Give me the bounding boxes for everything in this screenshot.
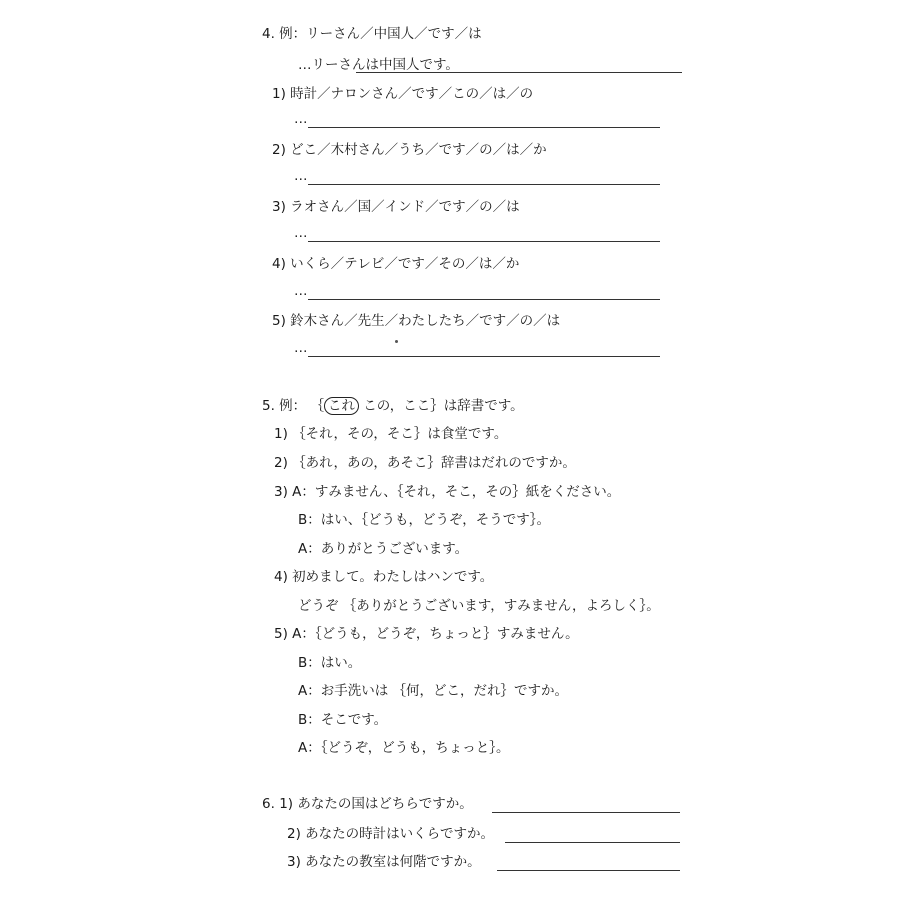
q5-line-4: B：はい、｛どうも，どうぞ，そうです｝。 [298,512,550,528]
q5-example-circled-answer: これ [324,397,359,415]
q4-answer-5-prefix: … [294,340,308,356]
q6-answer-2-field[interactable] [505,842,680,843]
q5-line-11: B：そこです。 [298,712,388,728]
q4-answer-3-prefix: … [294,225,308,241]
q4-answer-3-field[interactable] [308,241,660,242]
q4-answer-1-prefix: … [294,111,308,127]
q6-item-2: 2) あなたの時計はいくらですか。 [287,826,495,842]
q4-example-answer: …リーさんは中国人です。 [298,57,459,73]
q4-answer-2-field[interactable] [308,184,660,185]
q4-answer-2-prefix: … [294,168,308,184]
q4-item-5: 5) 鈴木さん／先生／わたしたち／です／の／は [272,313,561,329]
q5-line-8: 5) A：｛どうも，どうぞ，ちょっと｝すみません。 [274,626,579,642]
stray-mark [395,340,398,343]
q4-item-4: 4) いくら／テレビ／です／その／は／か [272,256,520,272]
q5-line-9: B：はい。 [298,655,362,671]
q5-line-10: A：お手洗いは ｛何，どこ，だれ｝ですか。 [298,683,569,699]
q5-line-12: A：｛どうぞ，どうも，ちょっと｝。 [298,740,510,756]
q6-item-1: 6. 1) あなたの国はどちらですか。 [262,796,473,812]
q4-example-answer-line [356,72,682,73]
q4-title: 4. 例：リーさん／中国人／です／は [262,26,482,42]
q4-item-1: 1) 時計／ナロンさん／です／この／は／の [272,86,534,102]
q5-line-7: どうぞ ｛ありがとうございます，すみません，よろしく｝。 [298,598,660,614]
q4-item-2: 2) どこ／木村さん／うち／です／の／は／か [272,142,547,158]
q5-line-3: 3) A：すみません、｛それ，そこ，その｝紙をください。 [274,484,621,500]
q6-item-3: 3) あなたの教室は何階ですか。 [287,854,481,870]
q5-line-5: A：ありがとうございます。 [298,541,469,557]
q4-answer-4-field[interactable] [308,299,660,300]
q5-line-6: 4) 初めまして。わたしはハンです。 [274,569,494,585]
q4-answer-5-field[interactable] [308,356,660,357]
q4-answer-1-field[interactable] [308,127,660,128]
q4-answer-4-prefix: … [294,283,308,299]
q4-item-3: 3) ラオさん／国／インド／です／の／は [272,199,520,215]
q5-line-2: 2) ｛あれ，あの，あそこ｝辞書はだれのですか。 [274,455,576,471]
q5-line-1: 1) ｛それ，その，そこ｝は食堂です。 [274,426,508,442]
q6-answer-1-field[interactable] [492,812,680,813]
q6-answer-3-field[interactable] [497,870,680,871]
q5-title: 5. 例： ｛ これ この，ここ｝は辞書です。 [262,398,524,414]
